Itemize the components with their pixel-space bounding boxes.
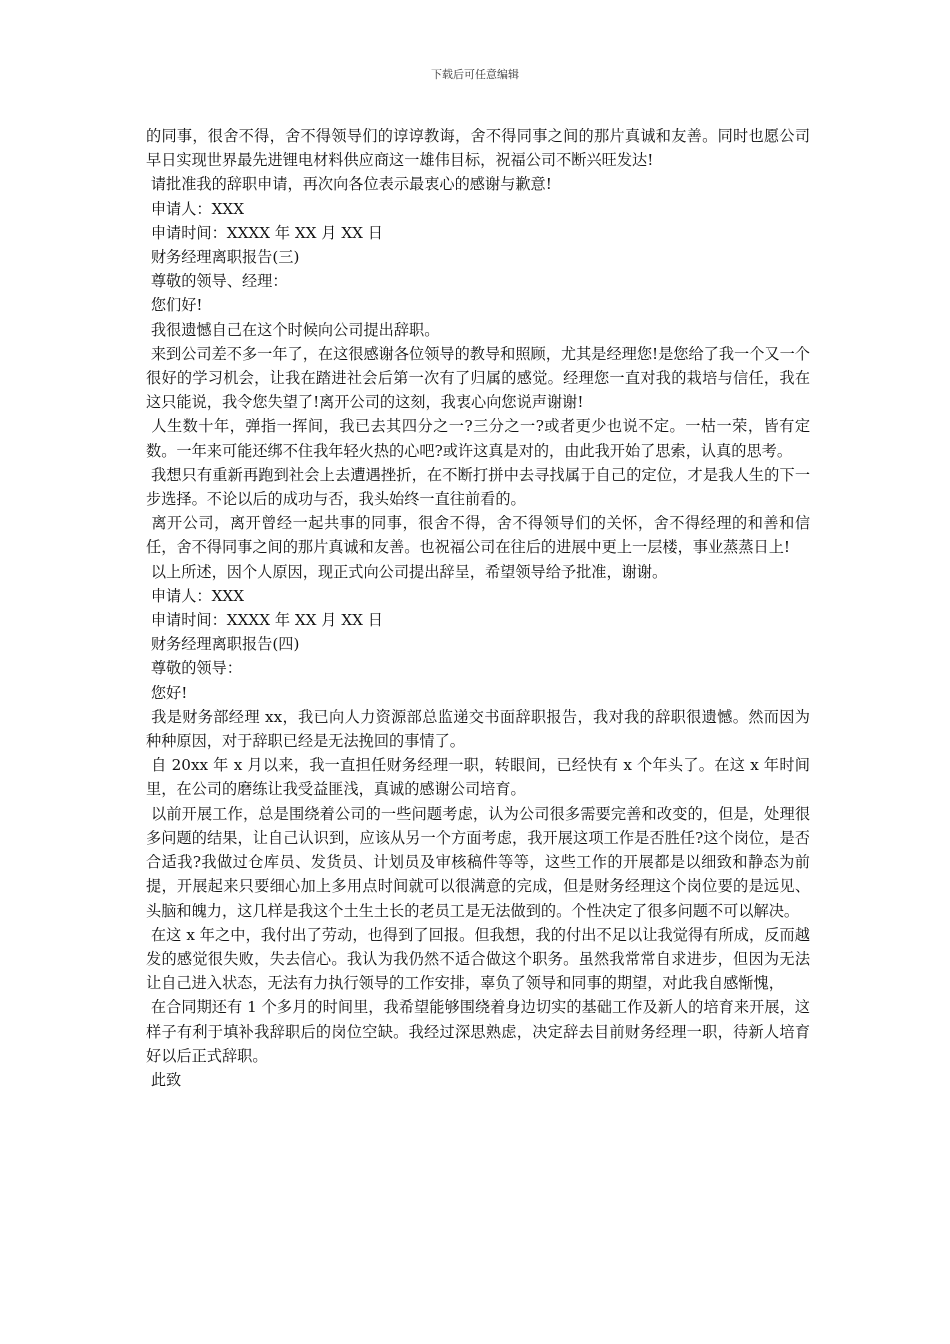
greeting: 您好! — [146, 683, 188, 702]
paragraph: 离开公司，离开曾经一起共事的同事，很舍不得，舍不得领导们的关怀，舍不得经理的和善和信任，舍不得同事之间的那片真诚和友善。也祝福公司在往后的进展中更上一层楼，事业蒸蒸日上! — [146, 514, 811, 557]
section-title: 财务经理离职报告(三) — [146, 248, 300, 267]
closing-phrase: 此致 — [146, 1070, 182, 1089]
paragraph: 自 20xx 年 x 月以来，我一直担任财务经理一职，转眼间，已经快有 x 个年头了。在这 x 年时间里，在公司的磨练让我受益匪浅，真诚的感谢公司培育。 — [146, 756, 810, 799]
paragraph: 以上所述，因个人原因，现正式向公司提出辞呈，希望领导给予批准，谢谢。 — [146, 562, 668, 581]
paragraph: 人生数十年，弹指一挥间，我已去其四分之一?三分之一?或者更少也说不定。一枯一荣，皆有定数。一年来可能还绑不住我年轻火热的心吧?或许这真是对的，由此我开始了思索，认真的思考。 — [146, 417, 811, 460]
salutation: 尊敬的领导、经理： — [146, 272, 288, 291]
paragraph: 以前开展工作，总是围绕着公司的一些问题考虑，认为公司很多需要完善和改变的，但是，处理很多问题的结果，让自己认识到，应该从另一个方面考虑，我开展这项工作是否胜任?这个岗位，是否合适我?我做过仓库员、发货员、计划员及审核稿件等等，这些工作的开展都是以细致和静态为前提，开展起来只要细心加上多用点时间就可以很满意的完成，但是财务经理这个岗位要的是远见、头脑和魄力，这几样是我这个土生土长的老员工是无法做到的。个性决定了很多问题不可以解决。 — [146, 804, 811, 920]
document-body — [146, 124, 810, 1092]
page-header: 下载后可任意编辑 — [431, 68, 519, 81]
paragraph: 的同事，很舍不得，舍不得领导们的谆谆教诲，舍不得同事之间的那片真诚和友善。同时也愿公司早日实现世界最先进锂电材料供应商这一雄伟目标，祝福公司不断兴旺发达! — [146, 127, 810, 170]
applicant-line: 申请人：XXX — [146, 586, 245, 605]
application-date-line: 申请时间：XXXX 年 XX 月 XX 日 — [146, 611, 383, 630]
greeting: 您们好! — [146, 296, 203, 315]
paragraph: 我很遗憾自己在这个时候向公司提出辞职。 — [146, 320, 440, 339]
applicant-line: 申请人：XXX — [146, 199, 245, 218]
paragraph: 请批准我的辞职申请，再次向各位表示最衷心的感谢与歉意! — [146, 175, 552, 194]
salutation: 尊敬的领导： — [146, 659, 242, 678]
paragraph: 来到公司差不多一年了，在这很感谢各位领导的教导和照顾，尤其是经理您!是您给了我一个又一个很好的学习机会，让我在踏进社会后第一次有了归属的感觉。经理您一直对我的栽培与信任，我在这只能说，我令您失望了!离开公司的这刻，我衷心向您说声谢谢! — [146, 344, 810, 412]
paragraph: 我想只有重新再跑到社会上去遭遇挫折，在不断打拼中去寻找属于自己的定位，才是我人生的下一步选择。不论以后的成功与否，我头始终一直往前看的。 — [146, 465, 811, 509]
section-title: 财务经理离职报告(四) — [146, 635, 300, 654]
paragraph: 我是财务部经理 xx，我已向人力资源部总监递交书面辞职报告，我对我的辞职很遗憾。然而因为种种原因，对于辞职已经是无法挽回的事情了。 — [146, 707, 810, 751]
paragraph: 在这 x 年之中，我付出了劳动，也得到了回报。但我想，我的付出不足以让我觉得有所成，反而越发的感觉很失败，失去信心。我认为我仍然不适合做这个职务。虽然我常常自求进步，但因为无法让自己进入状态，无法有力执行领导的工作安排，辜负了领导和同事的期望，对此我自感惭愧， — [146, 925, 810, 993]
application-date-line: 申请时间：XXXX 年 XX 月 XX 日 — [146, 223, 383, 242]
paragraph: 在合同期还有 1 个多月的时间里，我希望能够围绕着身边切实的基础工作及新人的培育来开展，这样子有利于填补我辞职后的岗位空缺。我经过深思熟虑，决定辞去目前财务经理一职，待新人培育好以后正式辞职。 — [146, 998, 810, 1065]
